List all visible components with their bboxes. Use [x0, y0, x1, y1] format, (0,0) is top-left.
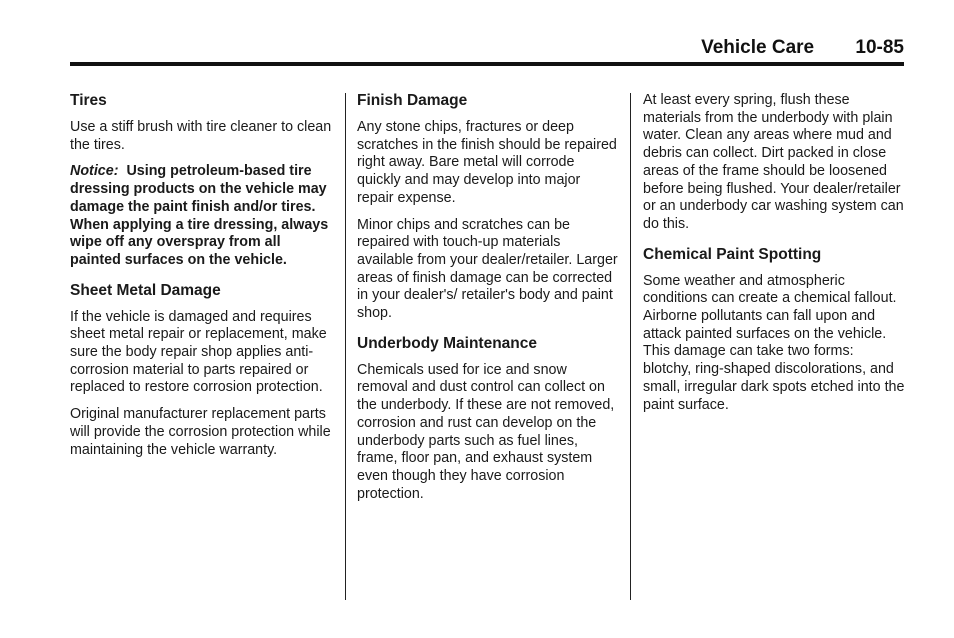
- column-divider-2: [630, 93, 631, 600]
- column-divider-1: [345, 93, 346, 600]
- sheet-metal-paragraph-2: Original manufacturer replacement parts will provide the corrosion protection while maintaining the vehicle warranty.: [70, 406, 331, 458]
- tires-heading: Tires: [70, 92, 107, 109]
- sheet-metal-heading: Sheet Metal Damage: [70, 281, 221, 299]
- finish-damage-paragraph-2: Minor chips and scratches can be repaired with touch-up materials available from your dealer/retailer. Larger areas of finish damage can be corrected in your dealer's/ retailer's body and paint shop.: [357, 216, 618, 322]
- page-number: 10-85: [855, 37, 904, 58]
- column-1: [70, 92, 332, 468]
- notice-text: Using petroleum-based tire dressing products on the vehicle may damage the paint finish and/or tires. When applying a tire dressing, always wipe off any overspray from all painted surfaces on the vehicle.: [70, 163, 329, 268]
- section-title: Vehicle Care: [701, 37, 815, 58]
- tires-paragraph: Use a stiff brush with tire cleaner to clean the tires.: [70, 119, 332, 153]
- notice-label: Notice:: [70, 163, 119, 180]
- sheet-metal-paragraph-1: If the vehicle is damaged and requires sheet metal repair or replacement, make sure the body repair shop applies anti-corrosion material to parts repaired or replaced to restore corrosion protection.: [70, 308, 327, 396]
- chemical-paint-heading: Chemical Paint Spotting: [643, 245, 822, 263]
- page-header: [701, 37, 904, 59]
- header-rule: [70, 62, 904, 66]
- flush-paragraph: At least every spring, flush these materials from the underbody with plain water. Clean any areas where mud and debris can collect. Dirt packed in close areas of the frame should be loosened before being flushed. Your dealer/retailer or an underbody car washing system can do this.: [643, 92, 904, 232]
- underbody-heading: Underbody Maintenance: [357, 334, 537, 352]
- column-2: [357, 92, 619, 512]
- chemical-paint-paragraph: Some weather and atmospheric conditions can create a chemical fallout. Airborne pollutants can fall upon and attack painted surfaces on the vehicle. This damage can take two forms: blotchy, ring-shaped discolorations, and small, irregular dark spots etched into the paint surface.: [643, 272, 905, 413]
- underbody-paragraph: Chemicals used for ice and snow removal and dust control can collect on the underbody. If these are not removed, corrosion and rust can develop on the underbody parts such as fuel lines, frame, floor pan, and exhaust system even though they have corrosion protection.: [357, 361, 615, 502]
- column-3: [643, 92, 905, 423]
- finish-damage-heading: Finish Damage: [357, 92, 468, 109]
- notice-block: [70, 163, 332, 269]
- finish-damage-paragraph-1: Any stone chips, fractures or deep scratches in the finish should be repaired right away. Bare metal will corrode quickly and may develop into major repair expense.: [357, 119, 617, 206]
